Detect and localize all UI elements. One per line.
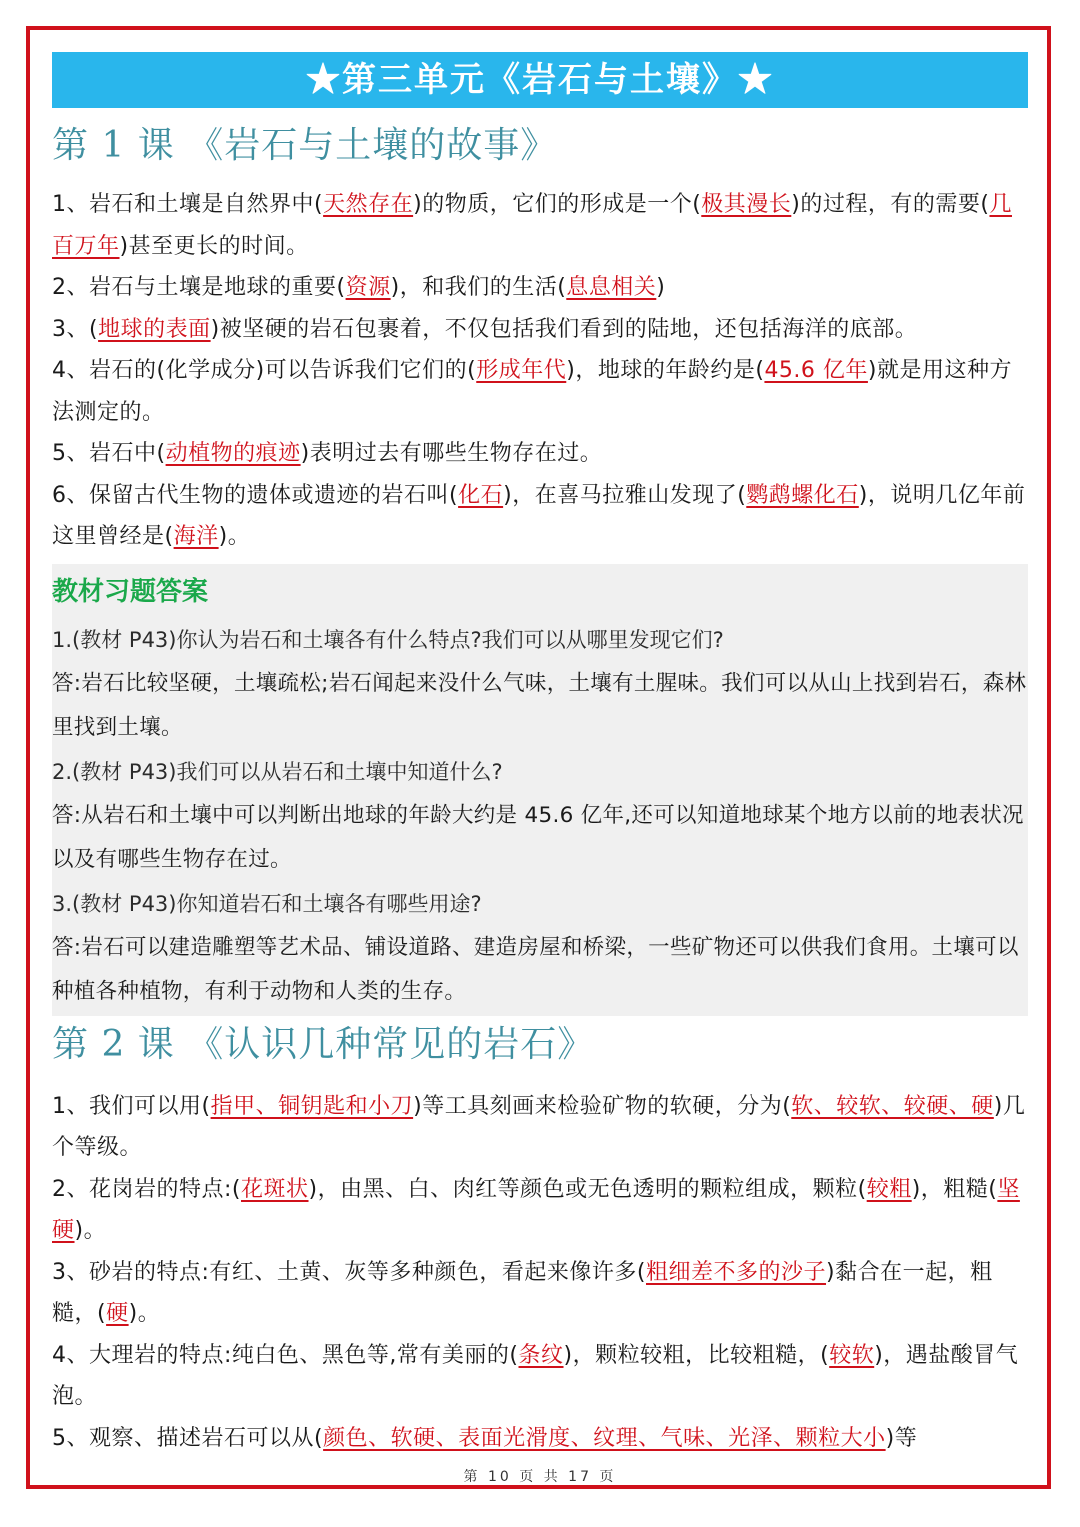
item-text: 2、花岗岩的特点:( bbox=[52, 1176, 241, 1202]
answer-blank: 资源 bbox=[345, 275, 391, 300]
item-text: )。 bbox=[74, 1218, 107, 1243]
answer-blank: 指甲、铜钥匙和小刀 bbox=[210, 1093, 414, 1119]
item-text: 3、砂岩的特点:有红、土黄、灰等多种颜色，看起来像许多( bbox=[52, 1259, 646, 1285]
lesson1-item-1 bbox=[52, 184, 1028, 267]
answer-blank: 条纹 bbox=[518, 1342, 564, 1368]
lesson2-title: 第 2 课 《认识几种常见的岩石》 bbox=[52, 1023, 595, 1065]
lesson2-item-4 bbox=[52, 1335, 1028, 1418]
answer-blank: 息息相关 bbox=[566, 275, 657, 300]
item-text: )，和我们的生活( bbox=[390, 275, 567, 300]
lesson1-item-4 bbox=[52, 350, 1028, 433]
lesson2-item-3 bbox=[52, 1252, 1028, 1335]
question-3: 3.(教材 P43)你知道岩石和土壤各有哪些用途? bbox=[52, 891, 482, 916]
item-text: 2、岩石与土壤是地球的重要( bbox=[52, 275, 346, 300]
item-text: )的物质，它们的形成是一个( bbox=[413, 192, 702, 217]
lesson1-item-3 bbox=[52, 309, 1028, 351]
answer-blank: 硬 bbox=[106, 1301, 129, 1326]
page-footer: 第 10 页 共 17 页 bbox=[463, 1469, 617, 1485]
item-text: 5、岩石中( bbox=[52, 441, 166, 466]
answer-blank: 45.6 亿年 bbox=[764, 358, 868, 383]
answer-blank: 较软 bbox=[829, 1342, 875, 1368]
answer-blank: 花斑状 bbox=[241, 1176, 309, 1202]
answer-blank: 较粗 bbox=[866, 1176, 912, 1202]
unit-title-banner: ★第三单元《岩石与土壤》★ bbox=[52, 52, 1028, 108]
content bbox=[52, 108, 1028, 1459]
item-text: 5、观察、描述岩石可以从( bbox=[52, 1425, 324, 1451]
item-text: )，颗粒较粗，比较粗糙，( bbox=[563, 1342, 830, 1368]
item-text: )几个等级。 bbox=[52, 1093, 1026, 1160]
answer-blank: 地球的表面 bbox=[98, 316, 211, 342]
item-text: )，遇盐酸冒气泡。 bbox=[52, 1342, 1019, 1409]
question-1: 1.(教材 P43)你认为岩石和土壤各有什么特点?我们可以从哪里发现它们? bbox=[52, 627, 724, 652]
answer-blank: 坚硬 bbox=[52, 1176, 1020, 1243]
item-text: )被坚硬的岩石包裹着，不仅包括我们看到的陆地，还包括海洋的底部。 bbox=[210, 316, 918, 342]
lesson2-item-2 bbox=[52, 1169, 1028, 1252]
exercise-title: 教材习题答案 bbox=[52, 576, 209, 607]
item-text: )，由黑、白、肉红等颜色或无色透明的颗粒组成，颗粒( bbox=[308, 1176, 867, 1202]
answer-blank: 颜色、软硬、表面光滑度、纹理、气味、光泽、颗粒大小 bbox=[323, 1425, 886, 1451]
answer-1: 答:岩石比较坚硬，土壤疏松;岩石闻起来没什么气味，土壤有土腥味。我们可以从山上找到岩石，森林里找到土壤。 bbox=[52, 670, 1027, 740]
item-text: )，地球的年龄约是( bbox=[566, 358, 765, 383]
answer-blank: 几百万年 bbox=[52, 192, 1012, 259]
answer-blank: 极其漫长 bbox=[701, 192, 792, 217]
item-text: )，说明几亿年前这里曾经是( bbox=[52, 482, 1026, 549]
item-text: )等工具刻画来检验矿物的软硬，分为( bbox=[413, 1093, 792, 1119]
answer-blank: 软、较软、较硬、硬 bbox=[791, 1093, 994, 1119]
lesson1-items bbox=[52, 184, 1028, 558]
lesson1-item-2 bbox=[52, 267, 1028, 309]
item-text: 6、保留古代生物的遗体或遗迹的岩石叫( bbox=[52, 482, 459, 508]
lesson1-item-6 bbox=[52, 475, 1028, 558]
item-text: )。 bbox=[218, 524, 251, 549]
item-text: 4、大理岩的特点:纯白色、黑色等,常有美丽的( bbox=[52, 1342, 519, 1368]
item-text: )甚至更长的时间。 bbox=[119, 233, 309, 259]
item-text: )黏合在一起，粗糙，( bbox=[52, 1259, 993, 1326]
answer-blank: 化石 bbox=[458, 482, 504, 508]
lesson1-item-5 bbox=[52, 433, 1028, 475]
lesson1-title: 第 1 课 《岩石与土壤的故事》 bbox=[52, 125, 558, 166]
exercise-section bbox=[52, 564, 1028, 1016]
answer-blank: 粗细差不多的沙子 bbox=[646, 1259, 827, 1285]
item-text: 4、岩石的(化学成分)可以告诉我们它们的( bbox=[52, 358, 477, 383]
answer-blank: 天然存在 bbox=[323, 192, 414, 217]
lesson2-items bbox=[52, 1086, 1028, 1460]
item-text: )的过程，有的需要( bbox=[791, 192, 990, 217]
item-text: )就是用这种方法测定的。 bbox=[52, 358, 1013, 425]
answer-blank: 海洋 bbox=[173, 524, 219, 549]
item-text: )表明过去有哪些生物存在过。 bbox=[300, 441, 603, 466]
item-text: ) bbox=[656, 275, 666, 300]
item-text: )。 bbox=[128, 1301, 161, 1326]
answer-blank: 动植物的痕迹 bbox=[165, 441, 301, 466]
item-text: 3、( bbox=[52, 316, 99, 342]
answer-blank: 鹦鹉螺化石 bbox=[746, 482, 859, 508]
lesson2-item-5 bbox=[52, 1418, 1028, 1460]
answer-3: 答:岩石可以建造雕塑等艺术品、铺设道路、建造房屋和桥梁，一些矿物还可以供我们食用。土壤可以种植各种植物，有利于动物和人类的生存。 bbox=[52, 934, 1019, 1004]
lesson2-item-1 bbox=[52, 1086, 1028, 1169]
item-text: 1、岩石和土壤是自然界中( bbox=[52, 192, 324, 217]
item-text: )，在喜马拉雅山发现了( bbox=[503, 482, 747, 508]
item-text: )等 bbox=[885, 1425, 918, 1451]
item-text: )，粗糙( bbox=[911, 1176, 998, 1202]
item-text: 1、我们可以用( bbox=[52, 1093, 211, 1119]
answer-blank: 形成年代 bbox=[476, 358, 567, 383]
question-2: 2.(教材 P43)我们可以从岩石和土壤中知道什么? bbox=[52, 759, 503, 784]
answer-2: 答:从岩石和土壤中可以判断出地球的年龄大约是 45.6 亿年,还可以知道地球某个地方以前的地表状况以及有哪些生物存在过。 bbox=[52, 802, 1024, 872]
